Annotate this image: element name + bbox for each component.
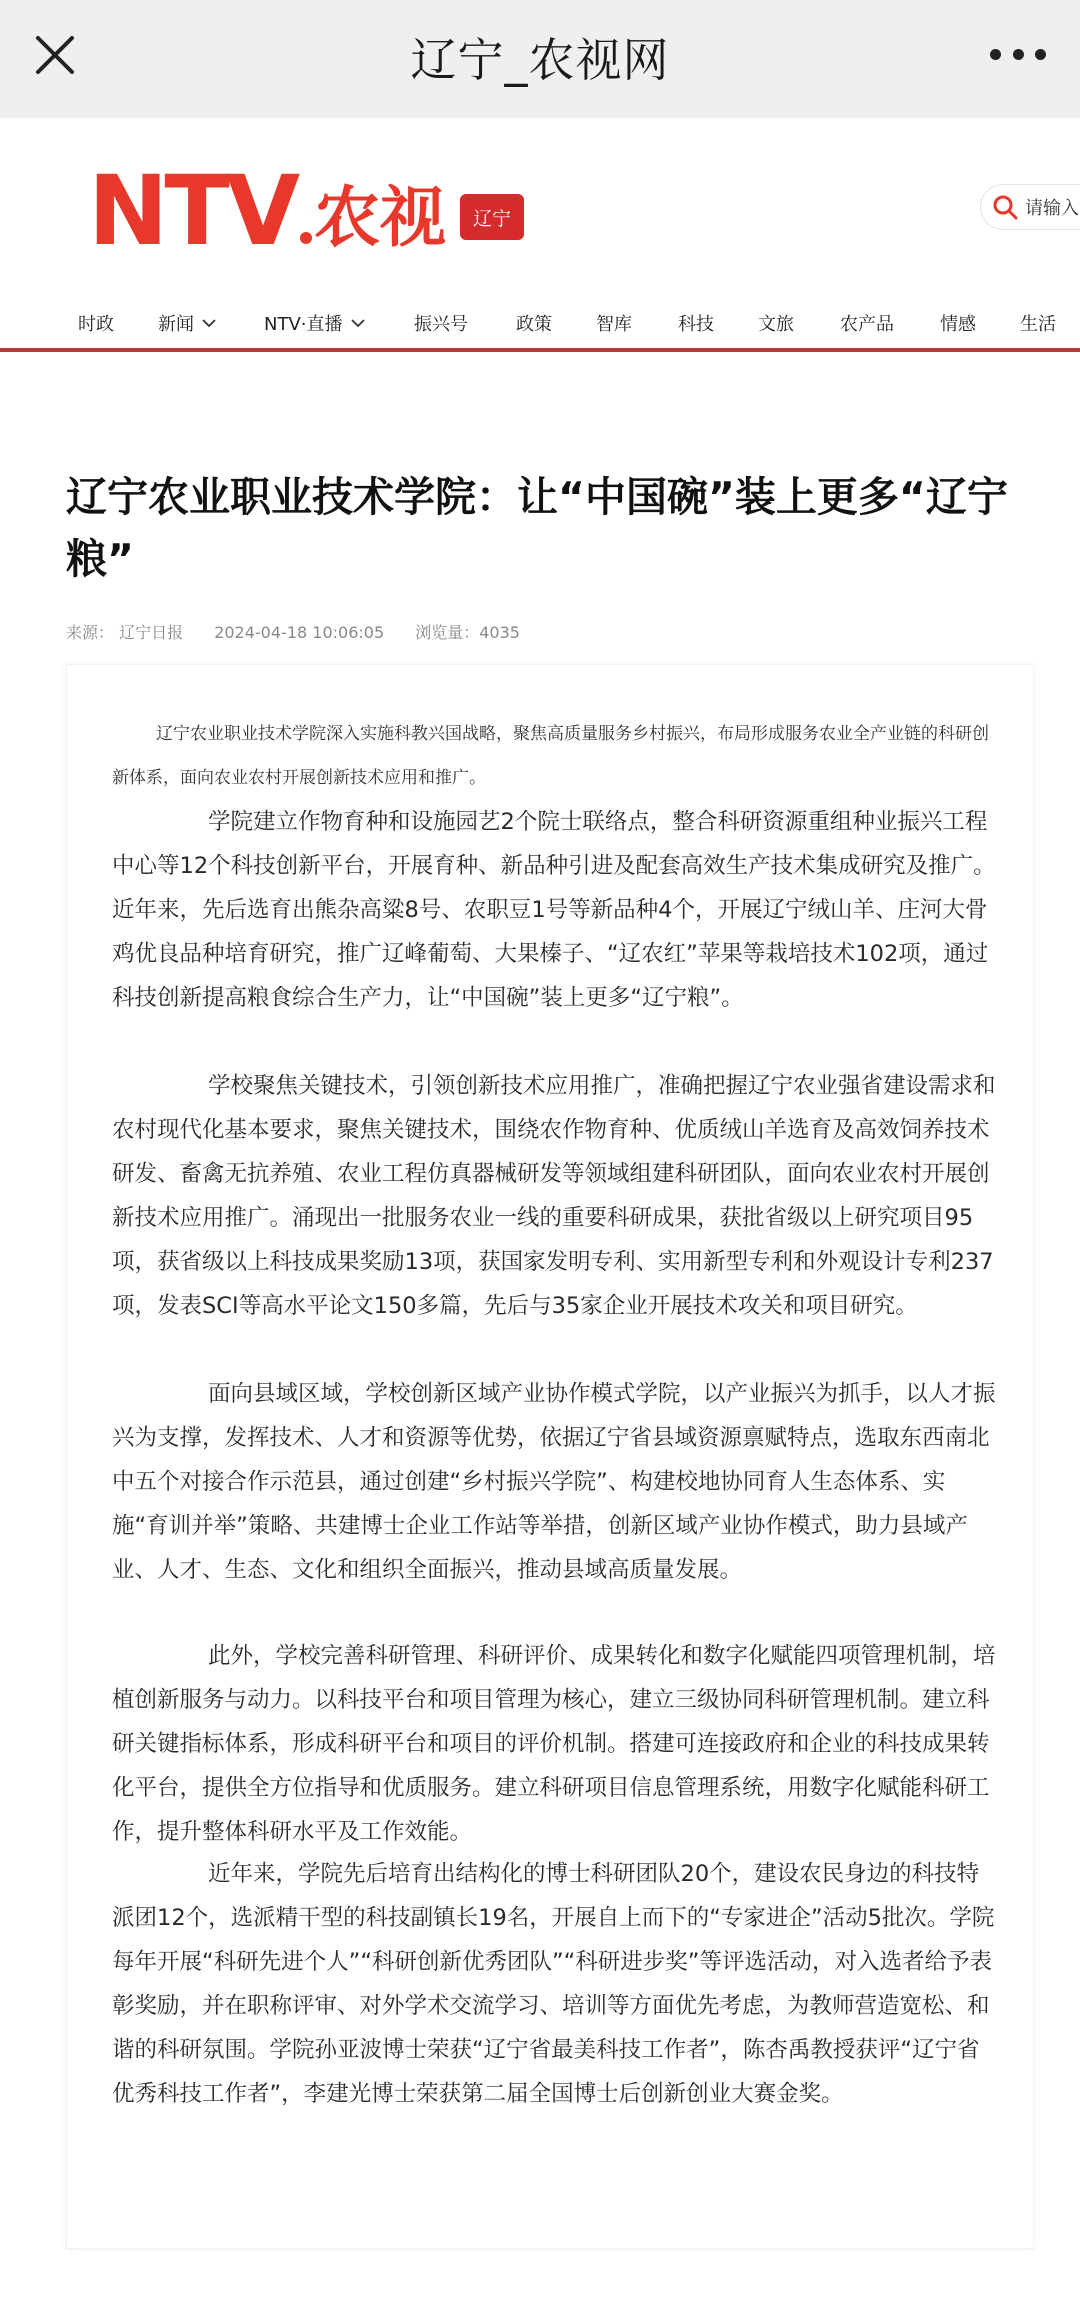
chevron-down-icon [351,318,365,328]
app-bar [0,0,1080,118]
nav-divider [0,348,1080,352]
more-dot-icon [1013,49,1024,60]
nav-item-news[interactable]: 新闻 [158,310,216,336]
svg-text:NTV: NTV [88,162,297,267]
category-nav [0,302,1080,346]
nav-item-emotion[interactable]: 情感 [940,314,976,335]
article-title: 辽宁农业职业技术学院：让“中国碗”装上更多“辽宁粮” [66,473,1008,583]
article-meta [66,620,546,643]
svg-text:农视: 农视 [314,179,446,256]
search-icon [991,193,1019,221]
article-paragraph: 此外，学校完善科研管理、科研评价、成果转化和数字化赋能四项管理机制，培植创新服务与动力。以科技平台和项目管理为核心，建立三级协同科研管理机制。建立科研关键指标体系，形成科研平台和项目的评价机制。搭建可连接政府和企业的科技成果转化平台，提供全方位指导和优质服务。建立科研项目信息管理系统，用数字化赋能科研工作，提升整体科研水平及工作效能。 [112,1643,996,1845]
region-badge: 辽宁 [460,194,524,240]
search-box[interactable] [980,184,1080,230]
more-options-button[interactable] [982,28,1054,80]
article-source: 来源： 辽宁日报 [66,623,184,642]
nav-item-culture-tourism[interactable]: 文旅 [758,314,794,335]
chevron-down-icon [202,318,216,328]
article-datetime: 2024-04-18 10:06:05 [214,623,385,642]
app-title: 辽宁_农视网 [410,33,670,87]
nav-item-policy[interactable]: 政策 [516,314,552,335]
nav-item-ntv-live[interactable]: NTV·直播 [264,310,365,336]
search-placeholder: 请输入 [1025,198,1079,219]
more-dot-icon [990,49,1001,60]
more-dot-icon [1035,49,1046,60]
nav-item-agri-products[interactable]: 农产品 [840,314,894,335]
article-paragraph: 学院建立作物育种和设施园艺2个院士联络点，整合科研资源重组种业振兴工程中心等12个科技创新平台，开展育种、新品种引进及配套高效生产技术集成研究及推广。近年来，先后选育出熊杂高粱8号、农职豆1号等新品种4个，开展辽宁绒山羊、庄河大骨鸡优良品种培育研究，推广辽峰葡萄、大果榛子、“辽农红”苹果等栽培技术102项，通过科技创新提高粮食综合生产力，让“中国碗”装上更多“辽宁粮”。 [112,809,996,1011]
nav-item-zhenxinghao[interactable]: 振兴号 [414,314,468,335]
nav-item-shizheng[interactable]: 时政 [78,314,114,335]
site-header [0,118,1080,348]
article-paragraph: 近年来，学院先后培育出结构化的博士科研团队20个，建设农民身边的科技特派团12个，选派精干型的科技副镇长19名，开展自上而下的“专家进企”活动5批次。学院每年开展“科研先进个人”“科研创新优秀团队”“科研进步奖”等评选活动，对入选者给予表彰奖励，并在职称评审、对外学术交流学习、培训等方面优先考虑，为教师营造宽松、和谐的科研氛围。学院孙亚波博士荣获“辽宁省最美科技工作者”，陈杏禹教授获评“辽宁省优秀科技工作者”，李建光博士荣获第二届全国博士后创新创业大赛金奖。 [112,1861,995,2107]
article-paragraph: 学校聚焦关键技术，引领创新技术应用推广，准确把握辽宁农业强省建设需求和农村现代化基本要求，聚焦关键技术，围绕农作物育种、优质绒山羊选育及高效饲养技术研发、畜禽无抗养殖、农业工程仿真器械研发等领域组建科研团队，面向农业农村开展创新技术应用推广。涌现出一批服务农业一线的重要科研成果，获批省级以上研究项目95项，获省级以上科技成果奖励13项，获国家发明专利、实用新型专利和外观设计专利237项，发表SCI等高水平论文150多篇，先后与35家企业开展技术攻关和项目研究。 [112,1073,996,1319]
article-paragraph: 面向县域区域，学校创新区域产业协作模式学院，以产业振兴为抓手，以人才振兴为支撑，发挥技术、人才和资源等优势，依据辽宁省县域资源禀赋特点，选取东西南北中五个对接合作示范县，通过创建“乡村振兴学院”、构建校地协同育人生态体系、实施“育训并举”策略、共建博士企业工作站等举措，创新区域产业协作模式，助力县域产业、人才、生态、文化和组织全面振兴，推动县域高质量发展。 [112,1381,996,1583]
nav-item-life[interactable]: 生活 [1020,314,1056,335]
article-views: 浏览量：4035 [415,623,520,642]
nav-item-technology[interactable]: 科技 [678,314,714,335]
article-lead: 辽宁农业职业技术学院深入实施科教兴国战略，聚焦高质量服务乡村振兴，布局形成服务农业全产业链的科研创新体系，面向农业农村开展创新技术应用和推广。 [112,724,989,788]
nav-item-think-tank[interactable]: 智库 [596,314,632,335]
